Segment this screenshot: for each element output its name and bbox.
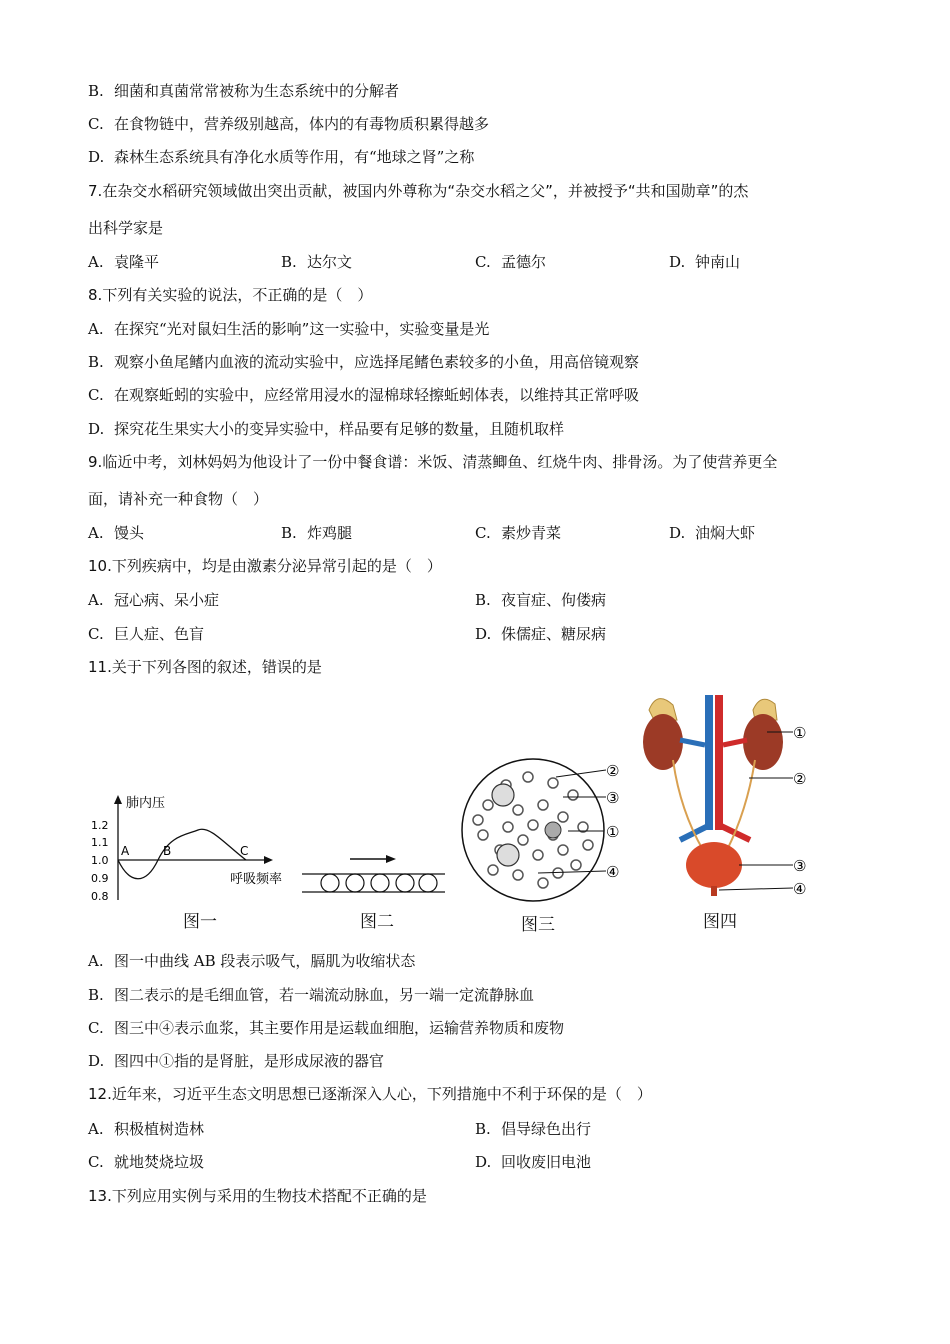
fig4-kidney-right — [743, 714, 783, 770]
fig3-label-3: ③ — [606, 789, 620, 807]
fig2-cell — [321, 874, 339, 892]
q13-stem: 13.下列应用实例与采用的生物技术搭配不正确的是 — [88, 1187, 427, 1205]
fig4-kidney-left — [643, 714, 683, 770]
q11-option-b[interactable]: B. 图二表示的是毛细血管，若一端流动脉血，另一端一定流静脉血 — [88, 986, 535, 1004]
fig1-point-b: B — [163, 844, 172, 858]
fig1-ytick: 1.1 — [91, 836, 109, 849]
fig4-label-1: ① — [793, 724, 807, 742]
fig2-cell — [419, 874, 437, 892]
q7-option-c[interactable]: C. 孟德尔 — [475, 253, 547, 271]
q7-stem-cont: 出科学家是 — [88, 219, 164, 237]
fig2-cell — [396, 874, 414, 892]
fig4-renal-vein — [680, 740, 705, 745]
q10-option-c[interactable]: C. 巨人症、色盲 — [88, 625, 205, 643]
q10-option-b[interactable]: B. 夜盲症、佝偻病 — [475, 591, 607, 609]
q9-stem: 9.临近中考，刘林妈妈为他设计了一份中餐食谱：米饭、清蒸鲫鱼、红烧牛肉、排骨汤。为了使营养更全 — [88, 453, 778, 471]
q8-option-c[interactable]: C. 在观察蚯蚓的实验中，应经常用浸水的湿棉球轻擦蚯蚓体表，以维持其正常呼吸 — [88, 386, 640, 404]
fig1-ytick: 1.2 — [91, 819, 109, 832]
fig4-label-4: ④ — [793, 880, 807, 898]
q12-option-d[interactable]: D. 回收废旧电池 — [475, 1153, 592, 1171]
q6-option-c[interactable]: C. 在食物链中，营养级别越高，体内的有毒物质积累得越多 — [88, 115, 490, 133]
fig4-label-2: ② — [793, 770, 807, 788]
q10-option-d[interactable]: D. 侏儒症、糖尿病 — [475, 625, 607, 643]
q6-option-b[interactable]: B. 细菌和真菌常常被称为生态系统中的分解者 — [88, 82, 400, 100]
figure-1-pressure-graph — [88, 790, 293, 910]
fig1-point-a: A — [121, 844, 130, 858]
q6-option-d[interactable]: D. 森林生态系统具有净化水质等作用，有“地球之肾”之称 — [88, 148, 475, 166]
fig3-white-cell — [492, 784, 514, 806]
fig4-bladder — [686, 842, 742, 888]
fig1-curve — [118, 829, 249, 879]
figure-2-capillary — [300, 845, 450, 895]
q11-stem: 11.关于下列各图的叙述，错误的是 — [88, 658, 322, 676]
fig2-arrowhead — [386, 855, 396, 863]
q9-option-d[interactable]: D. 油焖大虾 — [669, 524, 756, 542]
q7-option-b[interactable]: B. 达尔文 — [281, 253, 353, 271]
fig3-caption: 图三 — [521, 915, 555, 935]
fig4-vena-cava — [705, 695, 713, 830]
q7-option-d[interactable]: D. 钟南山 — [669, 253, 741, 271]
figure-3-blood-smear — [458, 755, 633, 905]
q12-option-c[interactable]: C. 就地焚烧垃圾 — [88, 1153, 205, 1171]
fig1-ylabel: 肺内压 — [126, 796, 166, 811]
fig4-label-3: ③ — [793, 857, 807, 875]
q7-stem: 7.在杂交水稻研究领域做出突出贡献，被国内外尊称为“杂交水稻之父”，并被授予“共和国勋章”的杰 — [88, 182, 749, 200]
fig2-caption: 图二 — [360, 912, 394, 932]
q8-option-d[interactable]: D. 探究花生果实大小的变异实验中，样品要有足够的数量，且随机取样 — [88, 420, 565, 438]
fig3-white-cell — [497, 844, 519, 866]
q11-option-c[interactable]: C. 图三中④表示血浆，其主要作用是运载血细胞，运输营养物质和废物 — [88, 1019, 565, 1037]
q8-stem: 8.下列有关实验的说法，不正确的是（ ） — [88, 286, 373, 304]
q12-option-a[interactable]: A. 积极植树造林 — [88, 1120, 205, 1138]
q12-option-b[interactable]: B. 倡导绿色出行 — [475, 1120, 592, 1138]
q9-option-a[interactable]: A. 馒头 — [88, 524, 145, 542]
q10-stem: 10.下列疾病中，均是由激素分泌异常引起的是（ ） — [88, 557, 442, 575]
fig1-ytick: 1.0 — [91, 854, 109, 867]
fig4-leader — [719, 888, 793, 890]
fig2-cell — [371, 874, 389, 892]
fig1-y-arrow — [114, 795, 122, 804]
fig1-x-arrow — [264, 856, 273, 864]
fig3-white-cell — [545, 822, 561, 838]
fig4-caption: 图四 — [703, 912, 737, 932]
q9-stem-cont: 面，请补充一种食物（ ） — [88, 490, 269, 508]
q11-option-d[interactable]: D. 图四中①指的是肾脏，是形成尿液的器官 — [88, 1052, 385, 1070]
fig3-label-4: ④ — [606, 863, 620, 881]
q12-stem: 12.近年来，习近平生态文明思想已逐渐深入人心，下列措施中不利于环保的是（ ） — [88, 1085, 652, 1103]
fig2-cell — [346, 874, 364, 892]
fig4-aorta — [715, 695, 723, 830]
fig1-ytick: 0.8 — [91, 890, 109, 903]
fig1-caption: 图一 — [183, 912, 217, 932]
q8-option-a[interactable]: A. 在探究“光对鼠妇生活的影响”这一实验中，实验变量是光 — [88, 320, 490, 338]
fig1-point-c: C — [240, 844, 249, 858]
fig4-urethra — [711, 886, 717, 896]
q7-option-a[interactable]: A. 袁隆平 — [88, 253, 160, 271]
fig3-label-1: ① — [606, 823, 620, 841]
q9-option-b[interactable]: B. 炸鸡腿 — [281, 524, 353, 542]
q10-option-a[interactable]: A. 冠心病、呆小症 — [88, 591, 220, 609]
fig1-ytick: 0.9 — [91, 872, 109, 885]
fig1-xlabel: 呼吸频率 — [230, 872, 283, 887]
q9-option-c[interactable]: C. 素炒青菜 — [475, 524, 562, 542]
fig3-label-2: ② — [606, 762, 620, 780]
q11-option-a[interactable]: A. 图一中曲线 AB 段表示吸气，膈肌为收缩状态 — [88, 952, 416, 970]
figure-4-urinary-system — [635, 690, 815, 905]
q8-option-b[interactable]: B. 观察小鱼尾鳍内血液的流动实验中，应选择尾鳍色素较多的小鱼，用高倍镜观察 — [88, 353, 640, 371]
